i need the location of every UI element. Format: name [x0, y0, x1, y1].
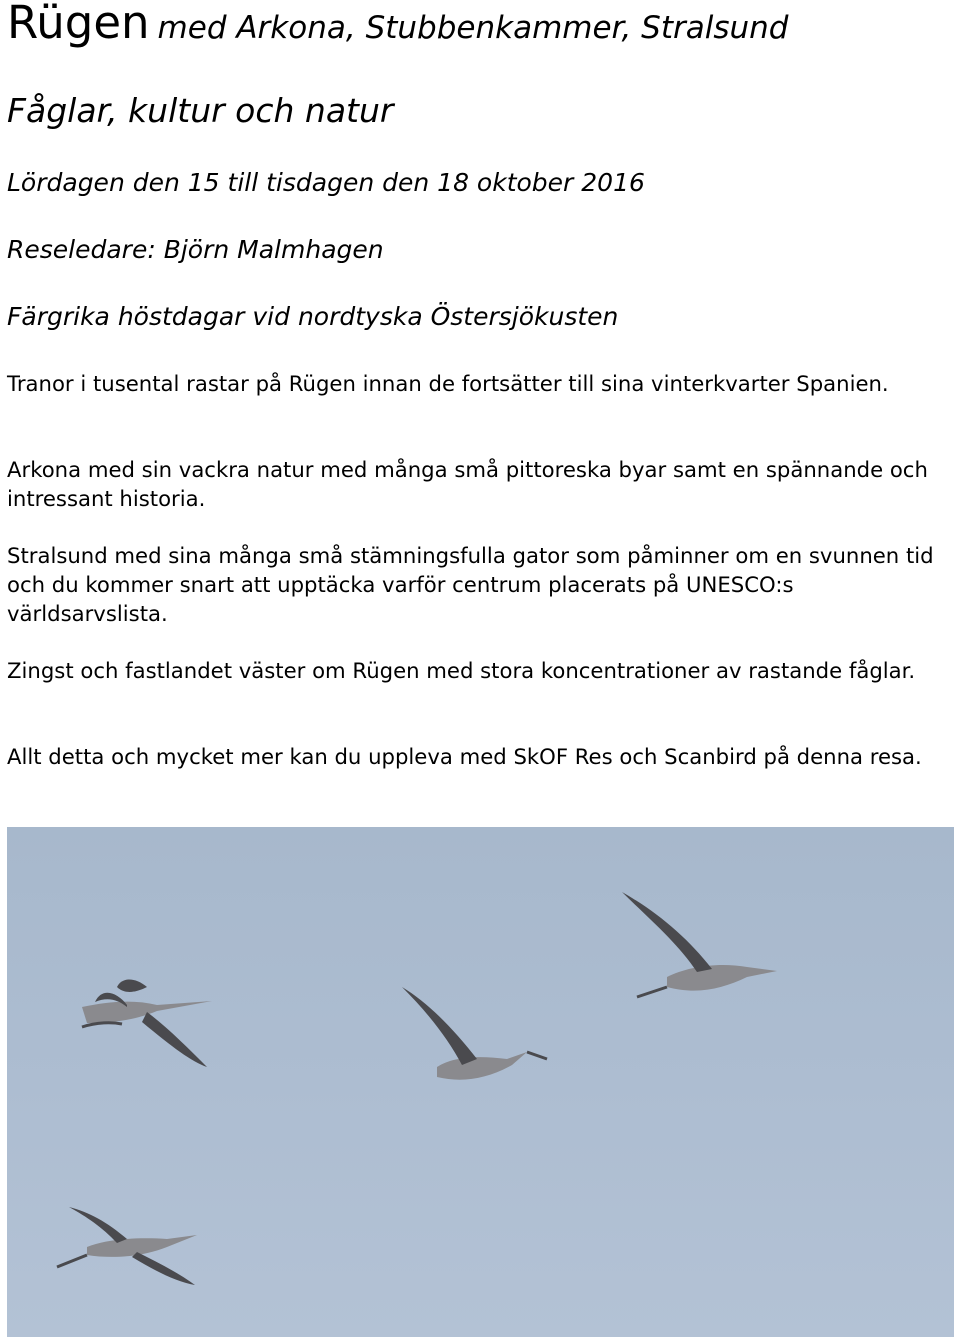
paragraph-zingst: Zingst och fastlandet väster om Rügen med stora koncentrationer av rastande fåglar. — [7, 658, 916, 683]
theme-heading: Fåglar, kultur och natur — [7, 91, 394, 130]
crane-bird — [57, 1207, 197, 1285]
tagline-heading: Färgrika höstdagar vid nordtyska Östersjökusten — [7, 302, 619, 331]
guide-heading: Reseledare: Björn Malmhagen — [7, 235, 384, 264]
cranes-photo — [7, 827, 954, 1337]
cranes-illustration — [7, 827, 954, 1337]
date-heading: Lördagen den 15 till tisdagen den 18 oktober 2016 — [7, 168, 645, 197]
crane-bird — [402, 987, 547, 1080]
title-main: Rügen — [7, 0, 150, 49]
paragraph-cranes: Tranor i tusental rastar på Rügen innan de fortsätter till sina vinterkvarter Spanien. — [7, 371, 889, 396]
title-subtitle: med Arkona, Stubbenkammer, Stralsund — [157, 10, 789, 46]
paragraph-summary: Allt detta och mycket mer kan du uppleva med SkOF Res och Scanbird på denna resa. — [7, 744, 922, 769]
paragraph-stralsund: Stralsund med sina många små stämningsfulla gator som påminner om en svunnen tid och du kommer snart att upptäcka varför centrum placerats på UNESCO:s världsarvslista. — [7, 543, 934, 626]
crane-bird — [622, 892, 777, 997]
document-title — [7, 0, 788, 49]
crane-bird — [82, 980, 212, 1068]
paragraph-arkona: Arkona med sin vackra natur med många små pittoreska byar samt en spännande och intressant historia. — [7, 457, 928, 511]
